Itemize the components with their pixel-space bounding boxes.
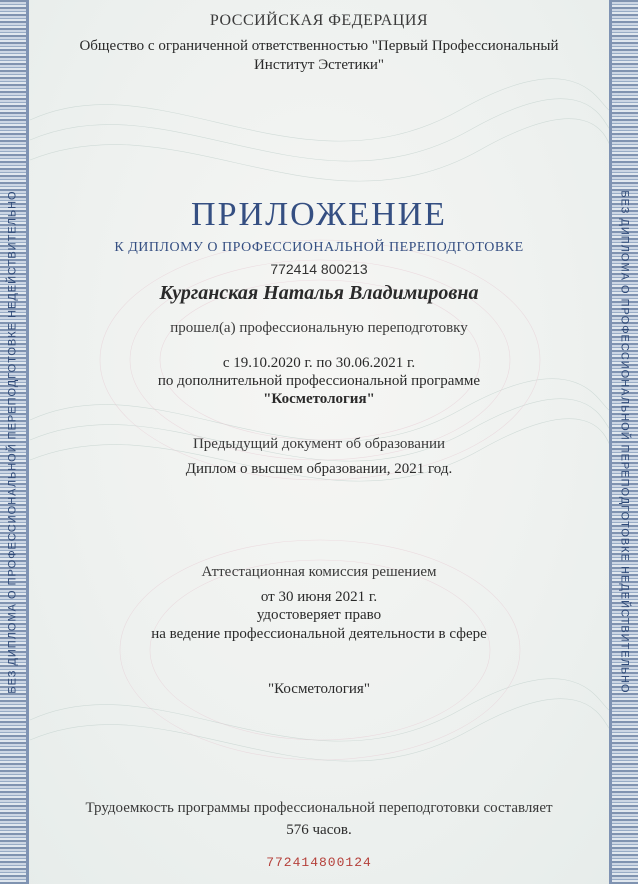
program-name: "Косметология" (263, 391, 375, 407)
left-border-text: БЕЗ ДИПЛОМА О ПРОФЕССИОНАЛЬНОЙ ПЕРЕПОДГОТОВКЕ НЕДЕЙСТВИТЕЛЬНО (7, 190, 20, 694)
previous-education-document: Диплом о высшем образовании, 2021 год. (185, 461, 453, 477)
workload-hours: 576 часов. (286, 822, 352, 838)
organization-name-line1: Общество с ограниченной ответственностью "Первый Профессиональный (79, 38, 559, 54)
left-border-rule (26, 0, 29, 884)
professional-activity-text: на ведение профессиональной деятельности в сфере (151, 626, 487, 642)
program-description: по дополнительной профессиональной программе (157, 373, 481, 389)
document-title: ПРИЛОЖЕНИЕ (191, 196, 447, 233)
commission-decision-text: Аттестационная комиссия решением (201, 564, 437, 580)
serial-number: 772414800124 (266, 855, 372, 870)
holder-full-name: Курганская Наталья Владимировна (159, 282, 479, 304)
workload-text: Трудоемкость программы профессиональной переподготовки составляет (85, 800, 553, 816)
program-dates: с 19.10.2020 г. по 30.06.2021 г. (222, 355, 416, 371)
right-border-text: БЕЗ ДИПЛОМА О ПРОФЕССИОНАЛЬНОЙ ПЕРЕПОДГОТОВКЕ НЕДЕЙСТВИТЕЛЬНО (619, 190, 632, 694)
certifies-right-text: удостоверяет право (256, 607, 382, 623)
organization-name-line2: Институт Эстетики" (253, 57, 385, 73)
document-subtitle: К ДИПЛОМУ О ПРОФЕССИОНАЛЬНОЙ ПЕРЕПОДГОТОВКЕ (114, 240, 524, 255)
professional-field: "Косметология" (268, 681, 370, 697)
passed-retraining-text: прошел(а) профессиональную переподготовку (170, 320, 468, 336)
previous-education-label: Предыдущий документ об образовании (192, 436, 446, 452)
document-number: 772414 800213 (270, 261, 368, 277)
decision-date: от 30 июня 2021 г. (260, 589, 378, 605)
country-heading: РОССИЙСКАЯ ФЕДЕРАЦИЯ (209, 12, 429, 29)
right-border-rule (609, 0, 612, 884)
